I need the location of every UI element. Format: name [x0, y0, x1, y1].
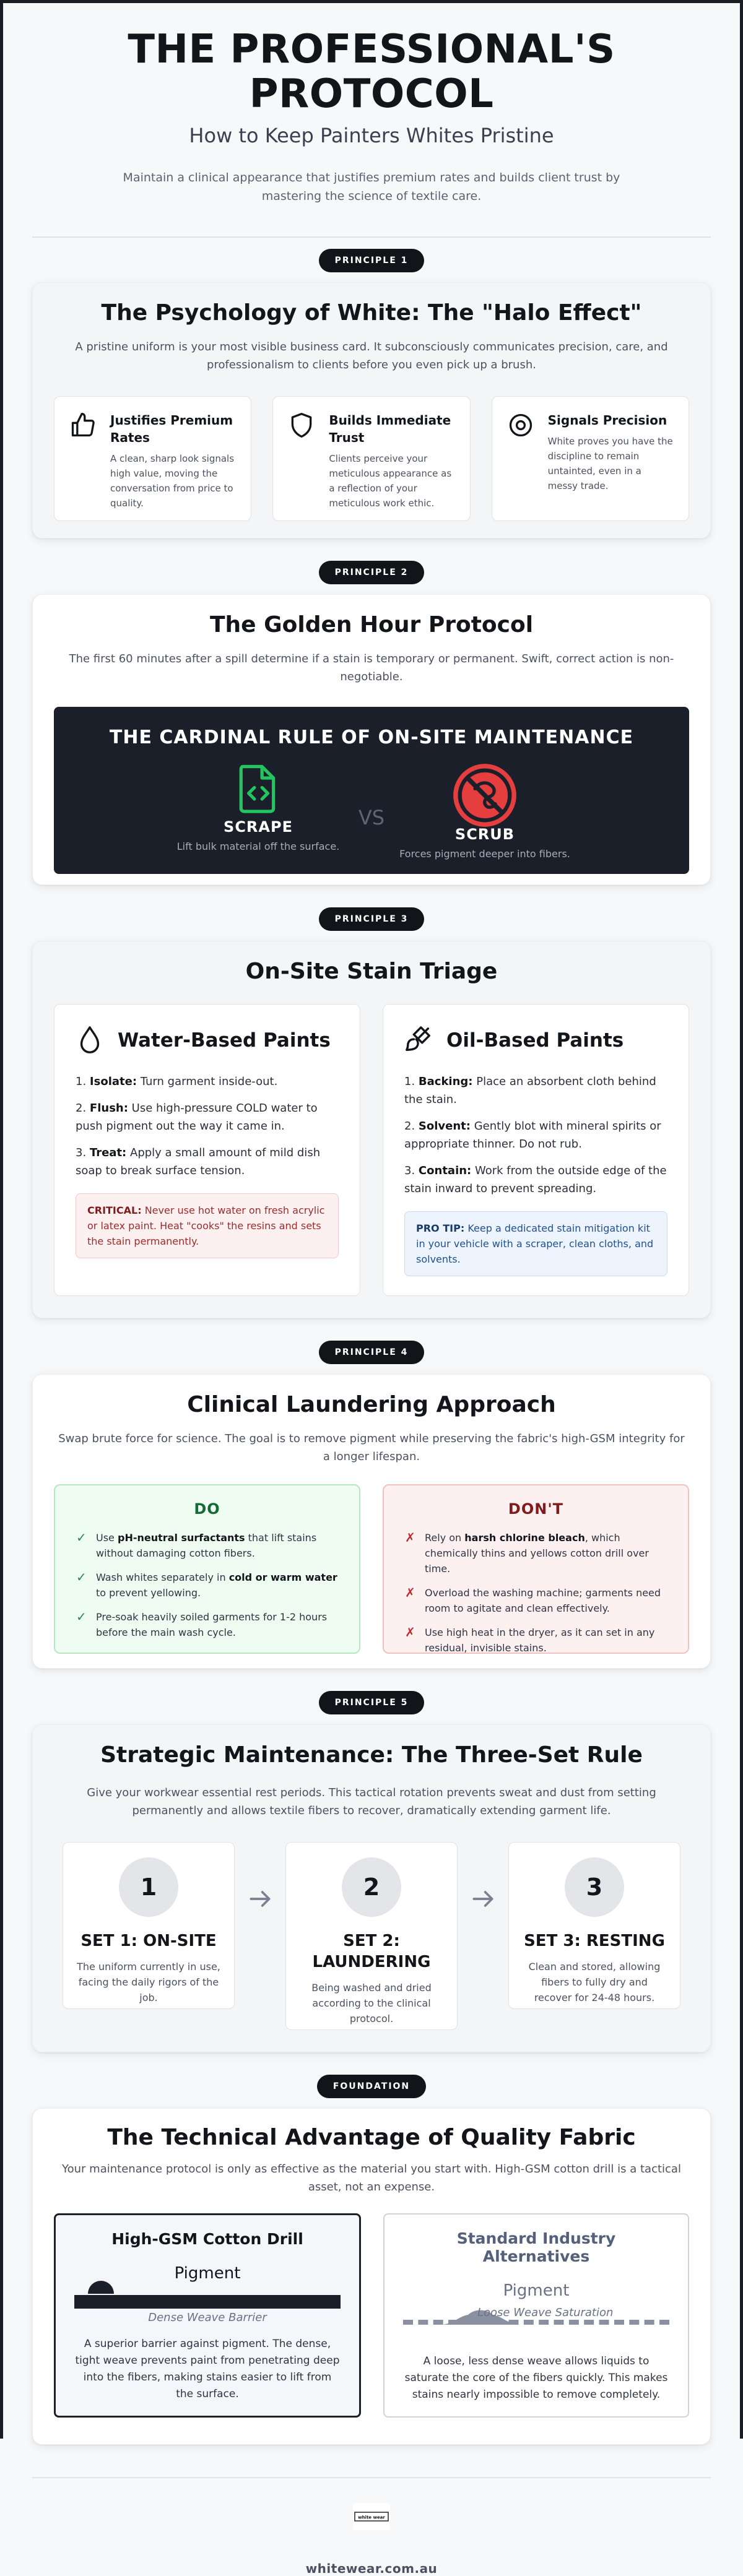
cardinal-rule-title: THE CARDINAL RULE OF ON-SITE MAINTENANCE [109, 727, 634, 748]
step-item: 1. Isolate: Turn garment inside-out. [76, 1075, 278, 1088]
principle-1-card [32, 282, 711, 538]
weave-label: Loose Weave Saturation [477, 2306, 614, 2319]
shield-icon [288, 412, 315, 507]
high-gsm-description: A superior barrier against pigment. The dense, tight weave prevents paint from penetrating deep into the fibers, making stains easier to lift from the surface. [75, 2338, 340, 2400]
pro-tip: PRO TIP: Keep a dedicated stain mitigation kit in your vehicle with a scraper, clean cloths, and solvents. [404, 1211, 667, 1276]
footer-website[interactable]: whitewear.com.au [305, 2561, 438, 2576]
principle-5-badge: PRINCIPLE 5 [319, 1691, 425, 1714]
scrape-action [147, 763, 370, 852]
svg-text:white wear: white wear [358, 2515, 385, 2520]
principle-4-badge: PRINCIPLE 4 [319, 1341, 425, 1364]
list-item: ✗ Use high heat in the dryer, as it can set in any residual, invisible stains. [405, 1625, 667, 1656]
list-item: ✓ Pre-soak heavily soiled garments for 1-2 hours before the main wash cycle. [76, 1609, 338, 1640]
list-item: ✗ Overload the washing machine; garments need room to agitate and clean effectively. [405, 1585, 667, 1616]
cross-icon: ✗ [405, 1530, 415, 1545]
arrow-right-icon [469, 1885, 497, 1913]
principle-4-title: Clinical Laundering Approach [187, 1392, 556, 1417]
principle-2-lead: The first 60 minutes after a spill determine if a stain is temporary or permanent. Swift, correct action is non-negotiable. [69, 652, 674, 683]
thumbs-up-icon [69, 412, 97, 507]
loose-weave-line [403, 2320, 669, 2325]
principle-1-badge: PRINCIPLE 1 [319, 249, 425, 272]
benefit-tile: Signals Precision White proves you have the discipline to remain untainted, even in a messy trade. [492, 396, 689, 521]
list-item: ✓ Wash whites separately in cold or warm water to prevent yellowing. [76, 1570, 338, 1601]
water-based-card [54, 1004, 360, 1296]
step-item: 2. Flush: Use high-pressure COLD water to push pigment out the way it came in. [76, 1102, 318, 1133]
scrub-label: SCRUB [454, 826, 515, 843]
step-item: 1. Backing: Place an absorbent cloth behind the stain. [404, 1075, 656, 1106]
oil-based-card [383, 1004, 689, 1296]
benefit-tile: Builds Immediate Trust Clients perceive your meticulous appearance as a reflection of your meticulous work ethic. [272, 396, 470, 521]
target-icon [507, 412, 534, 507]
step-item: 3. Contain: Work from the outside edge of the stain inward to prevent spreading. [404, 1164, 667, 1195]
paint-brush-icon [404, 1025, 433, 1056]
critical-warning: CRITICAL: Never use hot water on fresh acrylic or latex paint. Heat "cooks" the resins and sets the stain permanently. [76, 1193, 339, 1258]
header [0, 0, 743, 205]
principle-3-title: On-Site Stain Triage [245, 959, 498, 984]
principle-4-card [32, 1374, 711, 1669]
principle-2-title: The Golden Hour Protocol [209, 612, 534, 638]
page-title: THE PROFESSIONAL'S PROTOCOL [128, 27, 615, 117]
dont-list [383, 1484, 689, 1654]
principle-5-title: Strategic Maintenance: The Three-Set Rule [100, 1742, 643, 1768]
foundation-lead: Your maintenance protocol is only as effective as the material you start with. High-GSM cotton drill is a tactical asset, not an expense. [62, 2163, 681, 2193]
standard-title: Standard Industry Alternatives [456, 2229, 616, 2265]
step-item: 3. Treat: Apply a small amount of mild dish soap to break surface tension. [76, 1146, 321, 1177]
versus-label: VS [358, 806, 385, 829]
do-list [54, 1484, 360, 1654]
file-code-icon [235, 763, 281, 815]
water-based-title: Water-Based Paints [118, 1029, 331, 1052]
no-scrubbing-icon [452, 763, 518, 828]
pigment-label: Pigment [174, 2264, 241, 2283]
pigment-label: Pigment [503, 2281, 570, 2300]
arrow-right-icon [246, 1885, 274, 1913]
dense-weave-diagram [74, 2257, 341, 2333]
cross-icon: ✗ [405, 1625, 415, 1640]
principle-2-card [32, 594, 711, 885]
water-drop-icon [76, 1025, 104, 1056]
list-item: ✓ Use pH-neutral surfactants that lift stains without damaging cotton fibers. [76, 1530, 338, 1561]
principle-2-badge: PRINCIPLE 2 [319, 561, 425, 584]
foundation-title: The Technical Advantage of Quality Fabric [107, 2125, 636, 2150]
check-icon: ✓ [76, 1530, 87, 1545]
standard-fabric-card [383, 2213, 689, 2418]
benefit-tile: Justifies Premium Rates A clean, sharp look signals high value, moving the conversation from price to quality. [54, 396, 251, 521]
principle-1-title: The Psychology of White: The "Halo Effect" [101, 300, 642, 326]
high-gsm-title: High-GSM Cotton Drill [111, 2230, 303, 2248]
set-card: 2 SET 2: LAUNDERING Being washed and dried according to the clinical protocol. [285, 1842, 458, 2030]
oil-based-steps [404, 1073, 667, 1198]
set-card: 1 SET 1: ON-SITE The uniform currently in use, facing the daily rigors of the job. [63, 1842, 235, 2009]
foundation-card [32, 2108, 711, 2445]
scrub-description: Forces pigment deeper into fibers. [399, 848, 570, 860]
principle-5-lead: Give your workwear essential rest periods. This tactical rotation prevents sweat and dust from setting permanently and allows textile fibers to recover, dramatically extending garment life. [87, 1786, 656, 1817]
foundation-badge: FOUNDATION [317, 2075, 426, 2098]
weave-label: Dense Weave Barrier [148, 2311, 267, 2324]
principle-4-lead: Swap brute force for science. The goal is to remove pigment while preserving the fabric's high-GSM integrity for a longer lifespan. [58, 1432, 685, 1463]
check-icon: ✓ [76, 1609, 87, 1624]
principle-5-card [32, 1724, 711, 2052]
high-gsm-fabric-card [54, 2213, 361, 2418]
cardinal-rule-box [54, 707, 689, 874]
page-intro: Maintain a clinical appearance that justifies premium rates and builds client trust by mastering the science of textile care. [123, 171, 620, 203]
three-set-rotation [33, 1842, 710, 2030]
loose-weave-diagram [403, 2274, 669, 2351]
set-card: 3 SET 3: RESTING Clean and stored, allowing fibers to fully dry and recover for 24-48 hours. [508, 1842, 680, 2009]
check-icon: ✓ [76, 1570, 87, 1584]
step-item: 2. Solvent: Gently blot with mineral spirits or appropriate thinner. Do not rub. [404, 1120, 661, 1151]
brand-logo [353, 2503, 390, 2530]
cross-icon: ✗ [405, 1585, 415, 1600]
scrape-description: Lift bulk material off the surface. [176, 841, 340, 852]
principle-3-card [32, 941, 711, 1318]
principle-1-lead: A pristine uniform is your most visible business card. It subconsciously communicates precision, care, and professionalism to clients before you even pick up a brush. [75, 340, 668, 371]
dont-title: DON'T [508, 1500, 564, 1518]
water-based-steps [76, 1073, 339, 1180]
oil-based-title: Oil-Based Paints [446, 1029, 624, 1052]
footer [0, 2503, 743, 2576]
halo-benefits [33, 396, 710, 521]
scrub-action [373, 763, 596, 860]
page-subtitle: How to Keep Painters Whites Pristine [189, 124, 554, 147]
list-item: ✗ Rely on harsh chlorine bleach, which chemically thins and yellows cotton drill over time. [405, 1530, 667, 1576]
dense-weave-bar [74, 2295, 341, 2309]
principle-3-badge: PRINCIPLE 3 [319, 907, 425, 931]
scrape-label: SCRAPE [224, 818, 293, 836]
do-title: DO [194, 1500, 220, 1518]
standard-description: A loose, less dense weave allows liquids to saturate the core of the fibers quickly. This makes stains nearly impossible to remove completely. [404, 2355, 668, 2401]
